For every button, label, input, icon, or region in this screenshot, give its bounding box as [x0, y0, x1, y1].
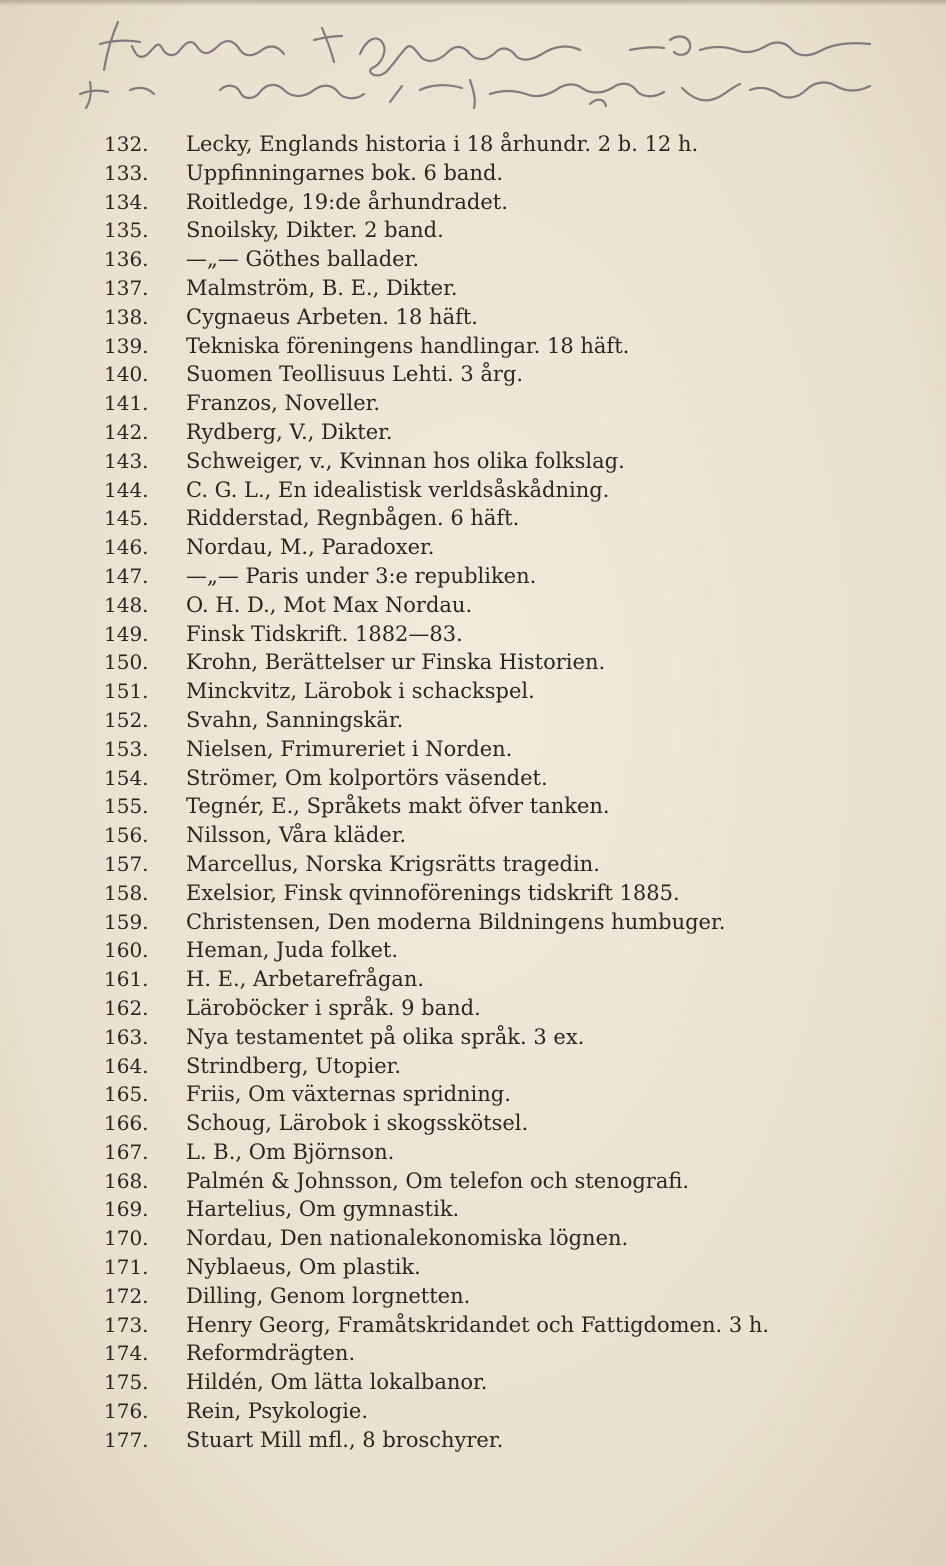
entry-number: 160.	[104, 938, 149, 963]
entry-number: 166.	[104, 1111, 149, 1136]
list-item	[0, 533, 946, 562]
list-item	[0, 216, 946, 245]
entry-text: Nilsson, Våra kläder.	[186, 823, 407, 848]
entry-text: Malmström, B. E., Dikter.	[186, 275, 458, 300]
entry-text: Stuart Mill mfl., 8 broschyrer.	[186, 1427, 504, 1452]
entry-text: Friis, Om växternas spridning.	[186, 1082, 511, 1107]
entry-number: 171.	[104, 1255, 149, 1280]
entry-number: 165.	[104, 1082, 149, 1107]
list-item	[0, 706, 946, 735]
entry-number: 176.	[104, 1399, 149, 1424]
list-item	[0, 1426, 946, 1455]
entry-number: 141.	[104, 391, 149, 416]
list-item	[0, 1311, 946, 1340]
list-item	[0, 447, 946, 476]
entry-number: 155.	[104, 794, 149, 819]
entry-text: Tegnér, E., Språkets makt öfver tanken.	[186, 794, 610, 819]
entry-number: 157.	[104, 851, 149, 876]
list-item	[0, 188, 946, 217]
list-item	[0, 332, 946, 361]
entry-number: 159.	[104, 909, 149, 934]
entry-number: 142.	[104, 419, 149, 444]
list-item	[0, 1224, 946, 1253]
list-item	[0, 360, 946, 389]
entry-number: 132.	[104, 132, 149, 156]
entry-text: Hartelius, Om gymnastik.	[186, 1197, 460, 1222]
entry-text: Roitledge, 19:de århundradet.	[186, 189, 508, 214]
entry-number: 133.	[104, 160, 149, 185]
list-item	[0, 1282, 946, 1311]
entry-text: Snoilsky, Dikter. 2 band.	[186, 218, 444, 243]
entry-number: 164.	[104, 1053, 149, 1078]
entry-text: Uppfinningarnes bok. 6 band.	[186, 160, 504, 185]
entry-number: 154.	[104, 765, 149, 790]
entry-number: 175.	[104, 1370, 149, 1395]
entry-number: 151.	[104, 679, 149, 704]
list-item	[0, 274, 946, 303]
entry-text: Hildén, Om lätta lokalbanor.	[186, 1370, 488, 1395]
list-item	[0, 562, 946, 591]
list-item	[0, 1368, 946, 1397]
entry-text: Nordau, M., Paradoxer.	[186, 535, 435, 560]
list-item	[0, 792, 946, 821]
entry-number: 158.	[104, 880, 149, 905]
entry-text: Heman, Juda folket.	[186, 938, 399, 963]
catalog-list	[0, 130, 946, 1455]
entry-text: Cygnaeus Arbeten. 18 häft.	[186, 304, 478, 329]
entry-text: Läroböcker i språk. 9 band.	[186, 995, 481, 1020]
entry-number: 135.	[104, 218, 149, 243]
entry-text: Suomen Teollisuus Lehti. 3 årg.	[186, 362, 524, 387]
entry-text: Nyblaeus, Om plastik.	[186, 1255, 421, 1280]
list-item	[0, 850, 946, 879]
entry-text: Rein, Psykologie.	[186, 1399, 369, 1424]
list-item	[0, 1339, 946, 1368]
page-edge-shadow	[0, 0, 946, 6]
entry-number: 156.	[104, 823, 149, 848]
list-item	[0, 591, 946, 620]
handwritten-annotation	[70, 10, 890, 115]
entry-text: Palmén & Johnsson, Om telefon och stenografi.	[186, 1168, 690, 1193]
entry-text: Rydberg, V., Dikter.	[186, 419, 393, 444]
entry-number: 168.	[104, 1168, 149, 1193]
list-item	[0, 908, 946, 937]
entry-number: 139.	[104, 333, 149, 358]
entry-text: Reformdrägten.	[186, 1341, 356, 1366]
entry-number: 177.	[104, 1427, 149, 1452]
list-item	[0, 1109, 946, 1138]
entry-text: Ridderstad, Regnbågen. 6 häft.	[186, 506, 520, 531]
entry-number: 147.	[104, 563, 149, 588]
entry-number: 148.	[104, 592, 149, 617]
entry-text: Svahn, Sanningskär.	[186, 707, 404, 732]
list-item	[0, 159, 946, 188]
list-item	[0, 1052, 946, 1081]
list-item	[0, 1397, 946, 1426]
list-item	[0, 418, 946, 447]
list-item	[0, 677, 946, 706]
list-item	[0, 130, 946, 159]
entry-text: Henry Georg, Framåtskridandet och Fattigdomen. 3 h.	[186, 1312, 770, 1337]
entry-number: 170.	[104, 1226, 149, 1251]
entry-text: Tekniska föreningens handlingar. 18 häft.	[186, 333, 630, 358]
entry-number: 150.	[104, 650, 149, 675]
entry-text: Finsk Tidskrift. 1882—83.	[186, 621, 463, 646]
entry-text: Lecky, Englands historia i 18 århundr. 2 b. 12 h.	[186, 132, 699, 156]
entry-text: C. G. L., En idealistisk verldsåskådning.	[186, 477, 610, 502]
entry-text: Nordau, Den nationalekonomiska lögnen.	[186, 1226, 629, 1251]
entry-text: O. H. D., Mot Max Nordau.	[186, 592, 473, 617]
entry-number: 169.	[104, 1197, 149, 1222]
entry-text: Marcellus, Norska Krigsrätts tragedin.	[186, 851, 600, 876]
entry-number: 173.	[104, 1312, 149, 1337]
list-item	[0, 1023, 946, 1052]
list-item	[0, 620, 946, 649]
entry-number: 163.	[104, 1024, 149, 1049]
entry-text: L. B., Om Björnson.	[186, 1139, 395, 1164]
list-item	[0, 303, 946, 332]
entry-number: 140.	[104, 362, 149, 387]
list-item	[0, 1167, 946, 1196]
entry-text: Krohn, Berättelser ur Finska Historien.	[186, 650, 606, 675]
entry-text: —„— Paris under 3:e republiken.	[186, 563, 537, 588]
entry-number: 167.	[104, 1139, 149, 1164]
entry-number: 136.	[104, 247, 149, 272]
entry-number: 143.	[104, 448, 149, 473]
list-item	[0, 1195, 946, 1224]
entry-number: 149.	[104, 621, 149, 646]
entry-number: 153.	[104, 736, 149, 761]
entry-number: 138.	[104, 304, 149, 329]
list-item	[0, 1138, 946, 1167]
entry-number: 145.	[104, 506, 149, 531]
entry-text: Strömer, Om kolportörs väsendet.	[186, 765, 548, 790]
entry-text: —„— Göthes ballader.	[186, 247, 420, 272]
list-item	[0, 648, 946, 677]
entry-text: Nielsen, Frimureriet i Norden.	[186, 736, 513, 761]
list-item	[0, 1253, 946, 1282]
entry-text: Nya testamentet på olika språk. 3 ex.	[186, 1024, 585, 1049]
handwriting-scribble	[70, 10, 890, 115]
list-item	[0, 389, 946, 418]
entry-text: Franzos, Noveller.	[186, 391, 381, 416]
list-item	[0, 879, 946, 908]
entry-text: Strindberg, Utopier.	[186, 1053, 402, 1078]
entry-text: H. E., Arbetarefrågan.	[186, 967, 425, 992]
entry-text: Schweiger, v., Kvinnan hos olika folkslag.	[186, 448, 625, 473]
entry-number: 161.	[104, 967, 149, 992]
entry-number: 174.	[104, 1341, 149, 1366]
list-item	[0, 965, 946, 994]
entry-number: 152.	[104, 707, 149, 732]
list-item	[0, 764, 946, 793]
entry-number: 172.	[104, 1283, 149, 1308]
entry-text: Minckvitz, Lärobok i schackspel.	[186, 679, 535, 704]
entry-text: Exelsior, Finsk qvinnoförenings tidskrift 1885.	[186, 880, 680, 905]
list-item	[0, 821, 946, 850]
entry-number: 144.	[104, 477, 149, 502]
entry-number: 146.	[104, 535, 149, 560]
list-item	[0, 476, 946, 505]
list-item	[0, 735, 946, 764]
list-item	[0, 994, 946, 1023]
entry-number: 162.	[104, 995, 149, 1020]
entry-text: Christensen, Den moderna Bildningens humbuger.	[186, 909, 726, 934]
entry-number: 134.	[104, 189, 149, 214]
list-item	[0, 504, 946, 533]
entry-text: Dilling, Genom lorgnetten.	[186, 1283, 471, 1308]
list-item	[0, 1080, 946, 1109]
list-item	[0, 245, 946, 274]
entry-text: Schoug, Lärobok i skogsskötsel.	[186, 1111, 529, 1136]
list-item	[0, 936, 946, 965]
entry-number: 137.	[104, 275, 149, 300]
